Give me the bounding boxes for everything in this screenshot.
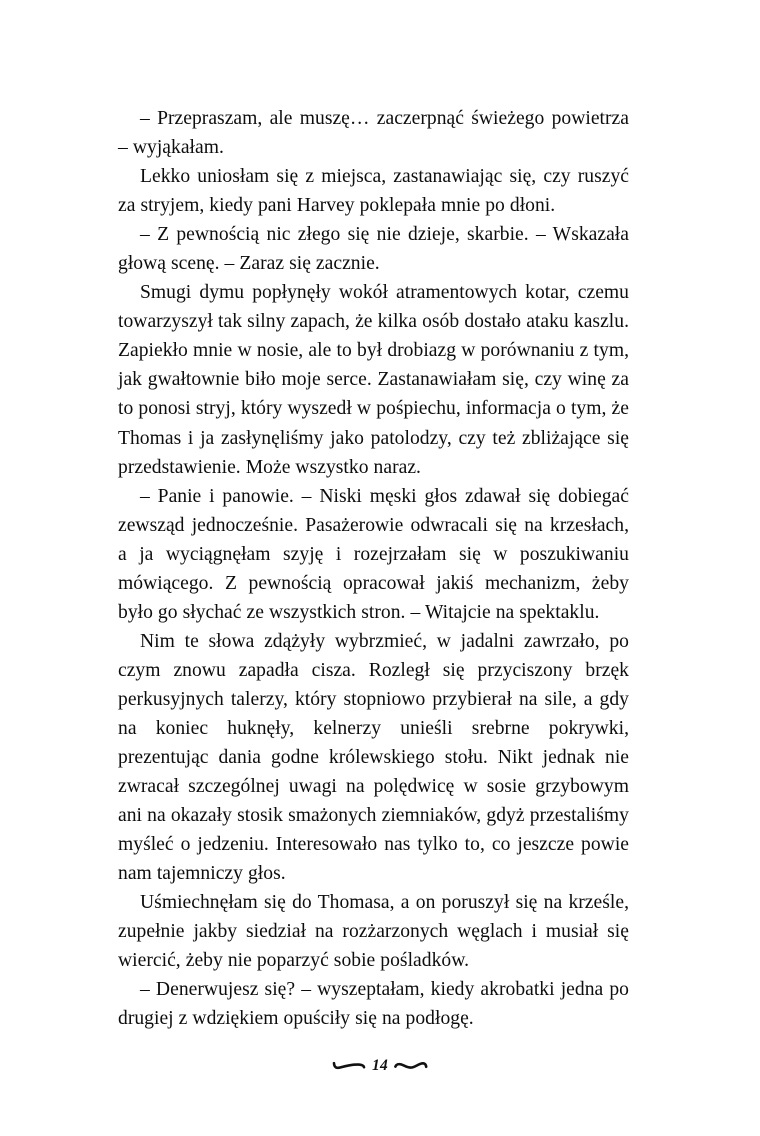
paragraph: Uśmiechnęłam się do Thomasa, a on poruszył się na krześle, zupełnie jakby siedział na rozżarzonych węglach i musiał się wiercić, żeby nie poparzyć sobie pośladków. (118, 892, 629, 972)
paragraph: – Panie i panowie. – Niski męski głos zdawał się dobiegać zewsząd jednocześnie. Pasażerowie odwracali się na krzesłach, a ja wyciągnęłam szyję i rozejrzałam się w poszukiwaniu mówiącego. Z pewnością opracował jakiś mechanizm, żeby było go słychać ze wszystkich stron. – Witajcie na spektaklu. (118, 485, 629, 623)
folio (332, 1057, 428, 1073)
paragraph: Nim te słowa zdążyły wybrzmieć, w jadalni zawrzało, po czym znowu zapadła cisza. Rozległ się przyciszony brzęk perkusyjnych talerzy, który stopniowo przybierał na sile, a gdy na koniec huknęły, kelnerzy unieśli srebrne pokrywki, prezentując dania godne królewskiego stołu. Nikt jednak nie zwracał szczególnej uwagi na polędwicę w sosie grzybowym ani na okazały stosik smażonych ziemniaków, gdyż przestaliśmy myśleć o jedzeniu. Interesowało nas tylko to, co jeszcze powie nam tajemniczy głos. (118, 630, 629, 885)
page-footer (0, 1057, 760, 1087)
paragraph: Smugi dymu popłynęły wokół atramentowych kotar, czemu towarzyszył tak silny zapach, że kilka osób dostało ataku kaszlu. Zapiekło mnie w nosie, ale to był drobiazg w porównaniu z tym, jak gwałtownie biło moje serce. Zastanawiałam się, czy winę za to ponosi stryj, który wyszedł w pośpiechu, informacja o tym, że Thomas i ja zasłynęliśmy jako patolodzy, czy też zbliżające się przedstawienie. Może wszystko naraz. (118, 282, 629, 478)
page-number: 14 (371, 1056, 389, 1074)
page-text-block (118, 104, 629, 1034)
wavy-swash-right-icon (394, 1058, 428, 1072)
paragraph: – Przepraszam, ale muszę… zaczerpnąć świeżego powietrza – wyjąkałam. (118, 108, 629, 159)
wavy-swash-left-icon (332, 1058, 366, 1072)
paragraph: – Z pewnością nic złego się nie dzieje, skarbie. – Wskazała głową scenę. – Zaraz się zacznie. (118, 224, 629, 275)
paragraph: – Denerwujesz się? – wyszeptałam, kiedy akrobatki jedna po drugiej z wdziękiem opuściły się na podłogę. (118, 979, 629, 1030)
paragraph: Lekko uniosłam się z miejsca, zastanawiając się, czy ruszyć za stryjem, kiedy pani Harvey poklepała mnie po dłoni. (118, 166, 629, 217)
